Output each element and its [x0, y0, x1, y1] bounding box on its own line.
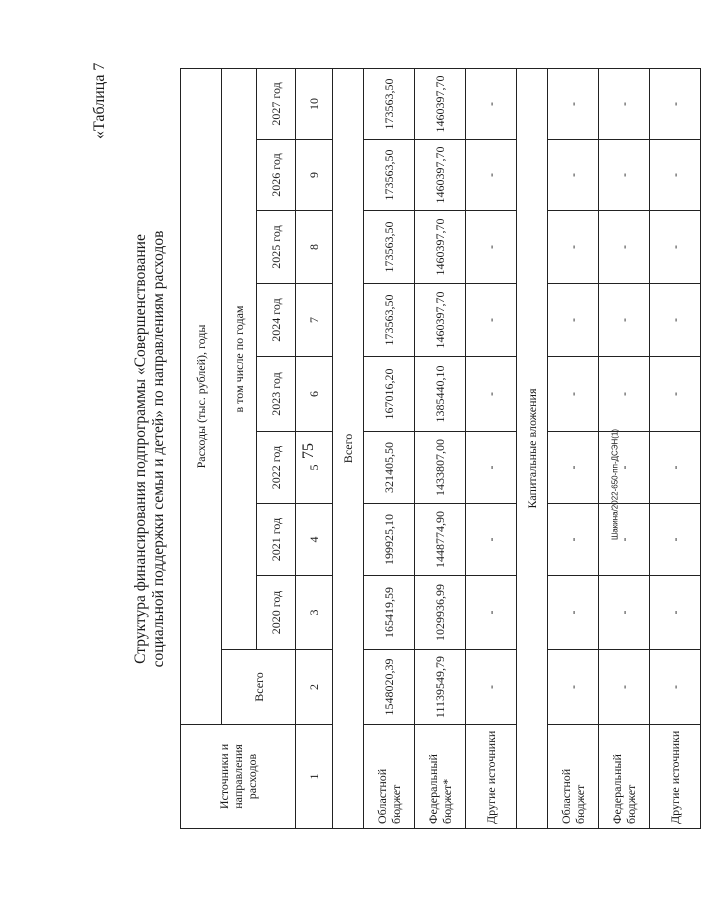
- row-source: Областной бюджет: [548, 725, 599, 829]
- row-value: -: [548, 357, 599, 432]
- row-value: 321405,50: [364, 432, 415, 504]
- row-value: -: [599, 211, 650, 284]
- row-value: -: [650, 140, 701, 211]
- row-value: 1460397,70: [415, 140, 466, 211]
- row-value: -: [466, 140, 517, 211]
- row-value: -: [599, 68, 650, 139]
- row-value: -: [650, 211, 701, 284]
- row-value: -: [548, 211, 599, 284]
- row-value: 167016,20: [364, 357, 415, 432]
- row-value: -: [548, 68, 599, 139]
- row-value: 173563,50: [364, 140, 415, 211]
- row-value: -: [466, 504, 517, 576]
- row-source: Федеральный бюджет: [599, 725, 650, 829]
- table-row: [364, 68, 415, 828]
- row-value: -: [599, 432, 650, 504]
- row-value: 1460397,70: [415, 284, 466, 357]
- header-expenses: Расходы (тыс. рублей), годы: [181, 68, 222, 724]
- row-value: 1448774,90: [415, 504, 466, 576]
- row-value: -: [548, 576, 599, 650]
- column-number: 5: [296, 432, 333, 504]
- column-number: 7: [296, 284, 333, 357]
- table-row: [415, 68, 466, 828]
- row-value: -: [650, 650, 701, 725]
- table-row: [650, 68, 701, 828]
- header-year: 2026 год: [257, 140, 296, 211]
- row-value: -: [599, 504, 650, 576]
- header-year: 2022 год: [257, 432, 296, 504]
- page-number: 75: [300, 443, 317, 459]
- row-value: -: [548, 140, 599, 211]
- row-value: 1385440,10: [415, 357, 466, 432]
- row-value: -: [466, 432, 517, 504]
- row-value: 1433807,00: [415, 432, 466, 504]
- column-number: 9: [296, 140, 333, 211]
- column-number: 4: [296, 504, 333, 576]
- section-title: Всего: [333, 68, 364, 828]
- row-source: Другие источники: [650, 725, 701, 829]
- row-value: -: [466, 284, 517, 357]
- row-value: -: [466, 357, 517, 432]
- row-source: Другие источники: [466, 725, 517, 829]
- row-source: Федеральный бюджет*: [415, 725, 466, 829]
- row-value: -: [599, 576, 650, 650]
- row-value: 173563,50: [364, 68, 415, 139]
- row-value: -: [650, 68, 701, 139]
- title-line-2: социальной поддержки семьи и детей» по направлениям расходов: [150, 230, 167, 668]
- row-value: -: [650, 504, 701, 576]
- row-value: -: [548, 504, 599, 576]
- column-number: 1: [296, 725, 333, 829]
- row-value: -: [466, 576, 517, 650]
- financing-table: [180, 68, 701, 829]
- header-year: 2027 год: [257, 68, 296, 139]
- table-row: [548, 68, 599, 828]
- row-value: 173563,50: [364, 211, 415, 284]
- header-source: Источники и направления расходов: [181, 725, 296, 829]
- row-value: 199925,10: [364, 504, 415, 576]
- header-year: 2020 год: [257, 576, 296, 650]
- row-source: Областной бюджет: [364, 725, 415, 829]
- row-value: -: [650, 284, 701, 357]
- row-value: -: [650, 576, 701, 650]
- header-total: Всего: [222, 650, 296, 725]
- column-number: 6: [296, 357, 333, 432]
- row-value: -: [548, 650, 599, 725]
- header-year: 2025 год: [257, 211, 296, 284]
- row-value: -: [466, 650, 517, 725]
- row-value: 1548020,39: [364, 650, 415, 725]
- row-value: -: [599, 140, 650, 211]
- row-value: 1029936,99: [415, 576, 466, 650]
- row-value: 1460397,70: [415, 211, 466, 284]
- column-number: 10: [296, 68, 333, 139]
- table-row: [466, 68, 517, 828]
- section-title: Капитальные вложения: [517, 68, 548, 828]
- row-value: -: [599, 357, 650, 432]
- header-year: 2023 год: [257, 357, 296, 432]
- table-label: «Таблица 7: [91, 62, 108, 139]
- row-value: -: [650, 432, 701, 504]
- row-value: 1460397,70: [415, 68, 466, 139]
- row-value: -: [599, 650, 650, 725]
- table-title: [132, 69, 168, 829]
- column-number: 3: [296, 576, 333, 650]
- row-value: -: [466, 68, 517, 139]
- footer-code: Шакина/2022-650-пп-ДСЭН(1): [610, 428, 620, 541]
- row-value: 173563,50: [364, 284, 415, 357]
- row-value: -: [466, 211, 517, 284]
- header-by-years: в том числе по годам: [222, 68, 257, 649]
- title-line-1: Структура финансирования подпрограммы «Совершенствование: [132, 234, 149, 664]
- header-year: 2024 год: [257, 284, 296, 357]
- table-row: [599, 68, 650, 828]
- row-value: -: [650, 357, 701, 432]
- row-value: 165419,59: [364, 576, 415, 650]
- header-year: 2021 год: [257, 504, 296, 576]
- row-value: -: [548, 284, 599, 357]
- column-number: 2: [296, 650, 333, 725]
- column-number: 8: [296, 211, 333, 284]
- row-value: -: [548, 432, 599, 504]
- row-value: -: [599, 284, 650, 357]
- row-value: 11139549,79: [415, 650, 466, 725]
